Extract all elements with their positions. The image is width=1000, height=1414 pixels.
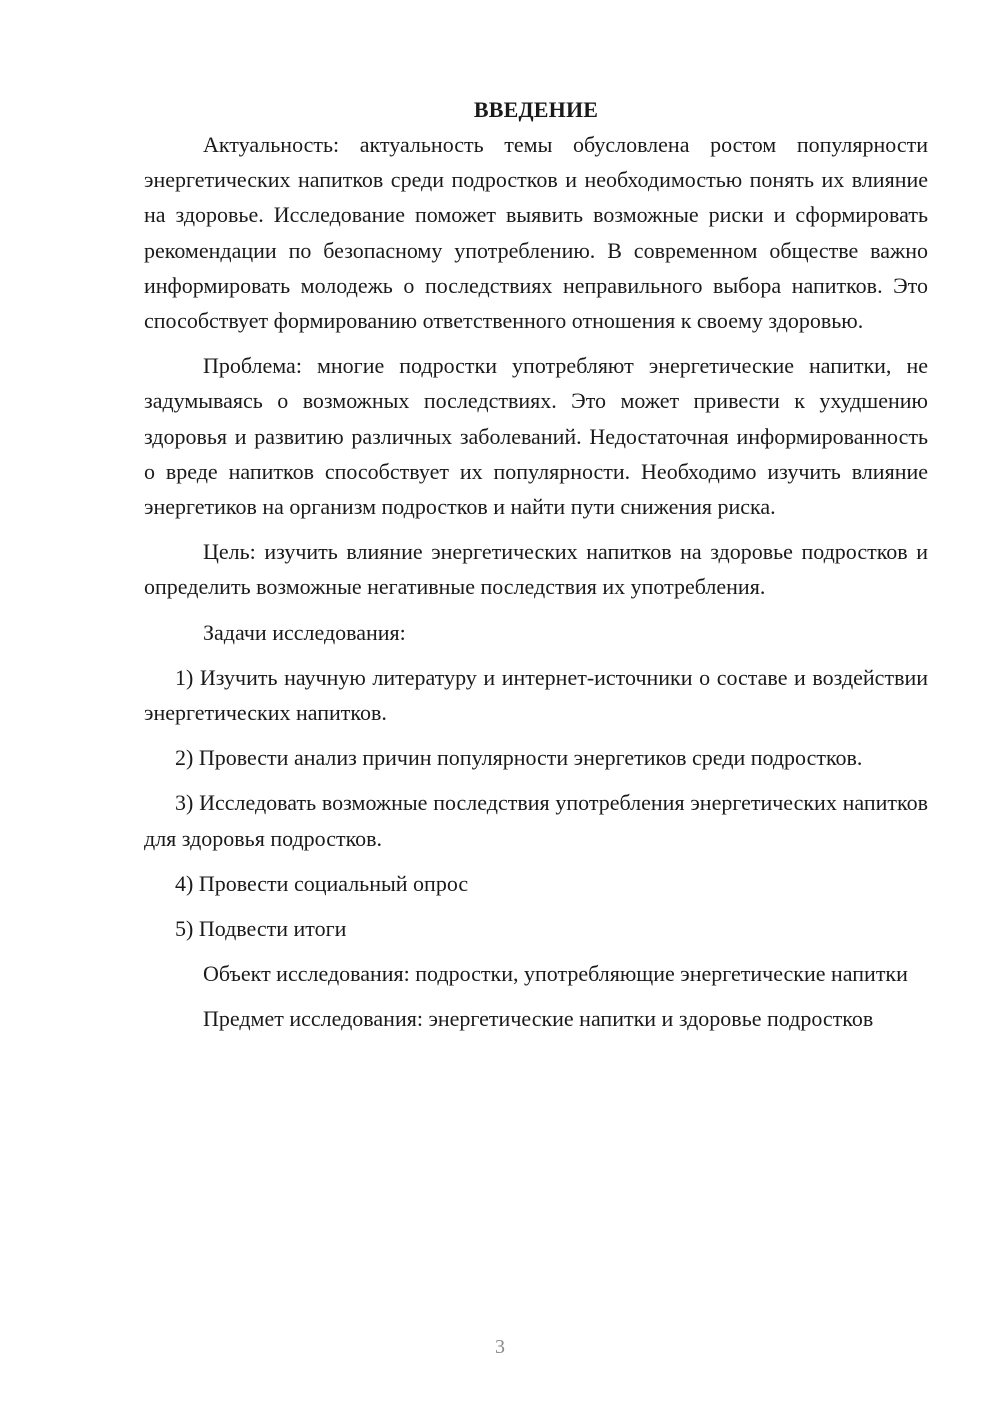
paragraph-subject: Предмет исследования: энергетические напитки и здоровье подростков xyxy=(203,1006,874,1032)
paragraph-goal: Цель: изучить влияние энергетических напитков на здоровье подростков и определить возможные негативные последствия их употребления. xyxy=(144,539,928,600)
task-item-3: 3) Исследовать возможные последствия употребления энергетических напитков для здоровья подростков. xyxy=(144,790,928,851)
task-item-2: 2) Провести анализ причин популярности энергетиков среди подростков. xyxy=(175,745,863,771)
page-content xyxy=(144,92,928,1047)
page-number: 3 xyxy=(495,1336,505,1358)
page-title: ВВЕДЕНИЕ xyxy=(473,97,599,122)
task-item-1: 1) Изучить научную литературу и интернет-источники о составе и воздействии энергетических напитков. xyxy=(144,664,928,726)
paragraph-problem: Проблема: многие подростки употребляют энергетические напитки, не задумываясь о возможных последствиях. Это может привести к ухудшению здоровья и развитию различных заболеваний. Недостаточная информированность о вреде напитков способствует их популярности. Необходимо изучить влияние энергетиков на организм подростков и найти пути снижения риска. xyxy=(144,353,928,520)
task-list xyxy=(144,660,928,946)
tasks-heading: Задачи исследования: xyxy=(203,619,406,645)
paragraph-object: Объект исследования: подростки, употребляющие энергетические напитки xyxy=(203,961,908,987)
paragraph-relevance: Актуальность: актуальность темы обусловлена ростом популярности энергетических напитков среди подростков и необходимостью понять их влияние на здоровье. Исследование поможет выявить возможные риски и сформировать рекомендации по безопасному употреблению. В современном обществе важно информировать молодежь о последствиях неправильного выбора напитков. Это способствует формированию ответственного отношения к своему здоровью. xyxy=(144,132,928,334)
task-item-5: 5) Подвести итоги xyxy=(175,916,347,942)
task-item-4: 4) Провести социальный опрос xyxy=(175,870,469,896)
